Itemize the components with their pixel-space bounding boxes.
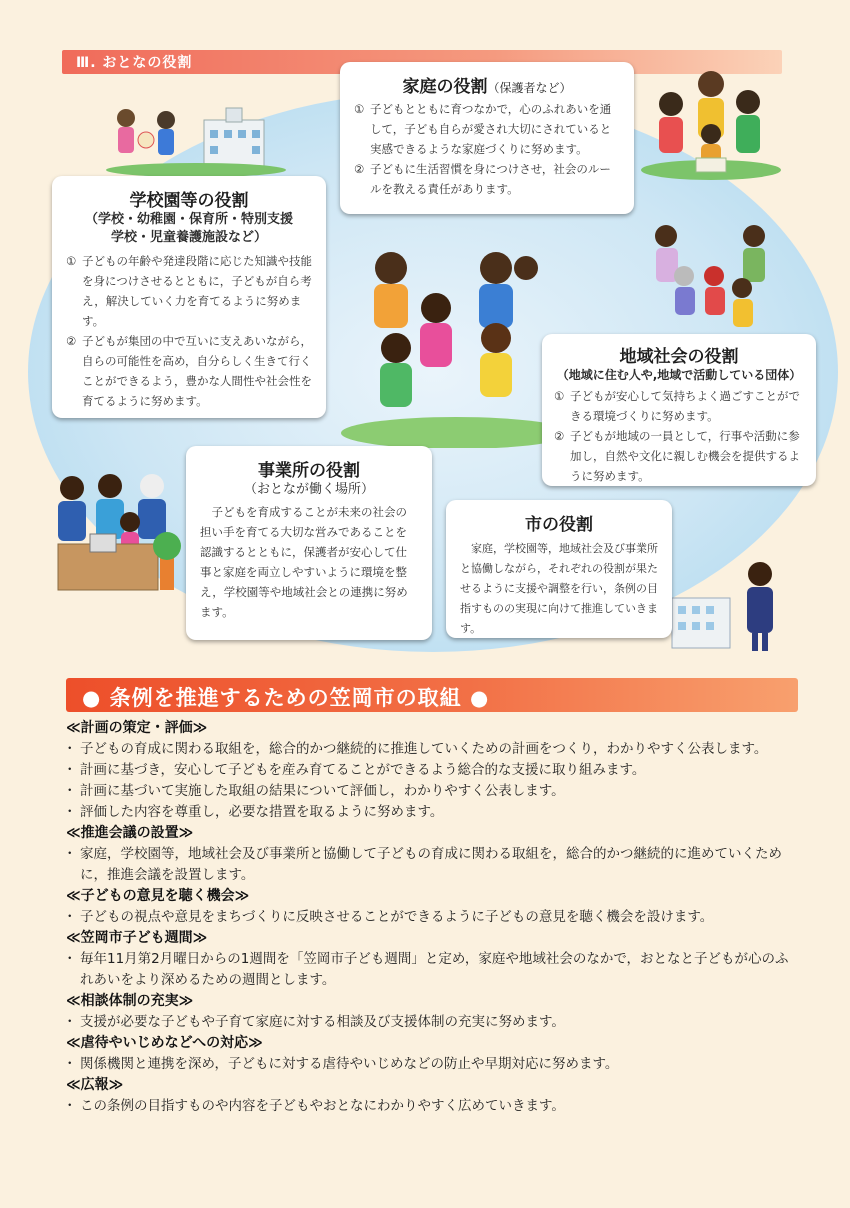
community-role-item: ② 子どもが地域の一員として，行事や活動に参加し，自然や文化に親しむ機会を提供するように努めます。 [554,429,800,483]
school-role-item: ② 子どもが集団の中で互いに支えあいながら，自らの可能性を高め，自分らしく生きて行くことができるよう，豊かな人間性や社会性を育てるように努めます。 [66,334,312,408]
city-role-card [446,500,672,638]
initiative-heading: ≪広報≫ [66,1077,124,1093]
community-role-card [542,334,816,486]
initiative-group-week [66,928,796,991]
home-role-title-note: （保護者など） [487,81,572,95]
home-role-title [354,72,620,97]
initiative-group-opinions [66,886,796,928]
office-workers-illustration [40,466,190,606]
city-staff-illustration [670,556,790,656]
community-role-sub: （地域に住む人や,地域で活動している団体） [556,368,802,382]
business-role-card [186,446,432,640]
business-role-text: 子どもを育成することが未来の社会の担い手を育てる大切な営みであることを認識するとともに，保護者が安心して仕事と家庭を両立しやすいように環境を整え，学校園等や地域社会との連携に努めます。 [200,505,408,619]
initiative-group-pr [66,1075,796,1117]
initiative-group-abuse [66,1033,796,1075]
business-role-title: 事業所の役割 [258,461,360,481]
school-role-card [52,176,326,418]
children-jumping-illustration [336,238,576,448]
initiative-group-council [66,823,796,886]
home-role-item: ② 子どもに生活習慣を身につけさせ，社会のルールを教える責任があります。 [354,162,611,196]
initiative-item: ・ 家庭，学校園等，地域社会及び事業所と協働して子どもの育成に関わる取組を，総合的かつ継続的に進めていくために，推進会議を設置します。 [66,844,796,886]
initiative-item: ・ 子どもの視点や意見をまちづくりに反映させることができるように子どもの意見を聴く機会を設けます。 [66,907,796,928]
community-people-illustration [636,218,786,338]
initiative-heading: ≪計画の策定・評価≫ [66,720,208,736]
city-role-text: 家庭，学校園等，地域社会及び事業所と協働しながら，それぞれの役割が果たせるように支援や調整を行い，条例の目指すものの実現に向けて推進していきます。 [460,542,658,635]
school-role-item: ① 子どもの年齢や発達段階に応じた知識や技能を身につけさせるとともに，子どもが自ら考え，解決していく力を育てるように努めます。 [66,254,312,328]
initiative-item: ・ 計画に基づいて実施した取組の結果について評価し，わかりやすく公表します。 [66,781,796,802]
community-role-title: 地域社会の役割 [619,347,739,367]
school-role-title: 学校園等の役割 [129,191,249,211]
initiative-item: ・ 計画に基づき，安心して子どもを産み育てることができるよう総合的な支援に取り組みます。 [66,760,796,781]
initiatives-header [66,678,798,712]
initiative-item: ・ 支援が必要な子どもや子育て家庭に対する相談及び支援体制の充実に努めます。 [66,1012,796,1033]
initiatives-list [66,718,796,1117]
initiative-heading: ≪虐待やいじめなどへの対応≫ [66,1035,263,1051]
home-role-title-text: 家庭の役割 [402,77,488,97]
business-role-sub: （おとなが働く場所） [243,482,374,497]
initiative-group-consultation [66,991,796,1033]
initiatives-title: ● 条例を推進するための笠岡市の取組 ● [82,686,490,710]
initiative-heading: ≪推進会議の設置≫ [66,825,194,841]
school-role-sub: （学校・幼稚園・保育所・特別支援 学校・児童養護施設など） [84,212,293,245]
initiative-item: ・ この条例の目指すものや内容を子どもやおとなにわかりやすく広めていきます。 [66,1096,796,1117]
family-illustration [636,62,786,182]
initiative-group-plan [66,718,796,823]
school-children-illustration [96,100,286,180]
initiative-heading: ≪子どもの意見を聴く機会≫ [66,888,250,904]
community-role-item: ① 子どもが安心して気持ちよく過ごすことができる環境づくりに努めます。 [554,389,800,423]
home-role-card [340,62,634,214]
initiative-heading: ≪相談体制の充実≫ [66,993,194,1009]
initiative-item: ・ 関係機関と連携を深め，子どもに対する虐待やいじめなどの防止や早期対応に努めます。 [66,1054,796,1075]
initiative-item: ・ 子どもの育成に関わる取組を，総合的かつ継続的に推進していくための計画をつくり，わかりやすく公表します。 [66,739,796,760]
initiative-item: ・ 毎年11月第2月曜日からの1週間を「笠岡市子ども週間」と定め，家庭や地域社会のなかで，おとなと子どもが心のふれあいをより深めるための週間とします。 [66,949,796,991]
initiative-item: ・ 評価した内容を尊重し，必要な措置を取るように努めます。 [66,802,796,823]
city-role-title: 市の役割 [525,515,593,535]
home-role-item: ① 子どもとともに育つなかで，心のふれあいを通して，子ども自らが愛され大切にされていると実感できるような家庭づくりに努めます。 [354,102,612,156]
section-title: Ⅲ. おとなの役割 [76,55,193,71]
initiative-heading: ≪笠岡市子ども週間≫ [66,930,208,946]
